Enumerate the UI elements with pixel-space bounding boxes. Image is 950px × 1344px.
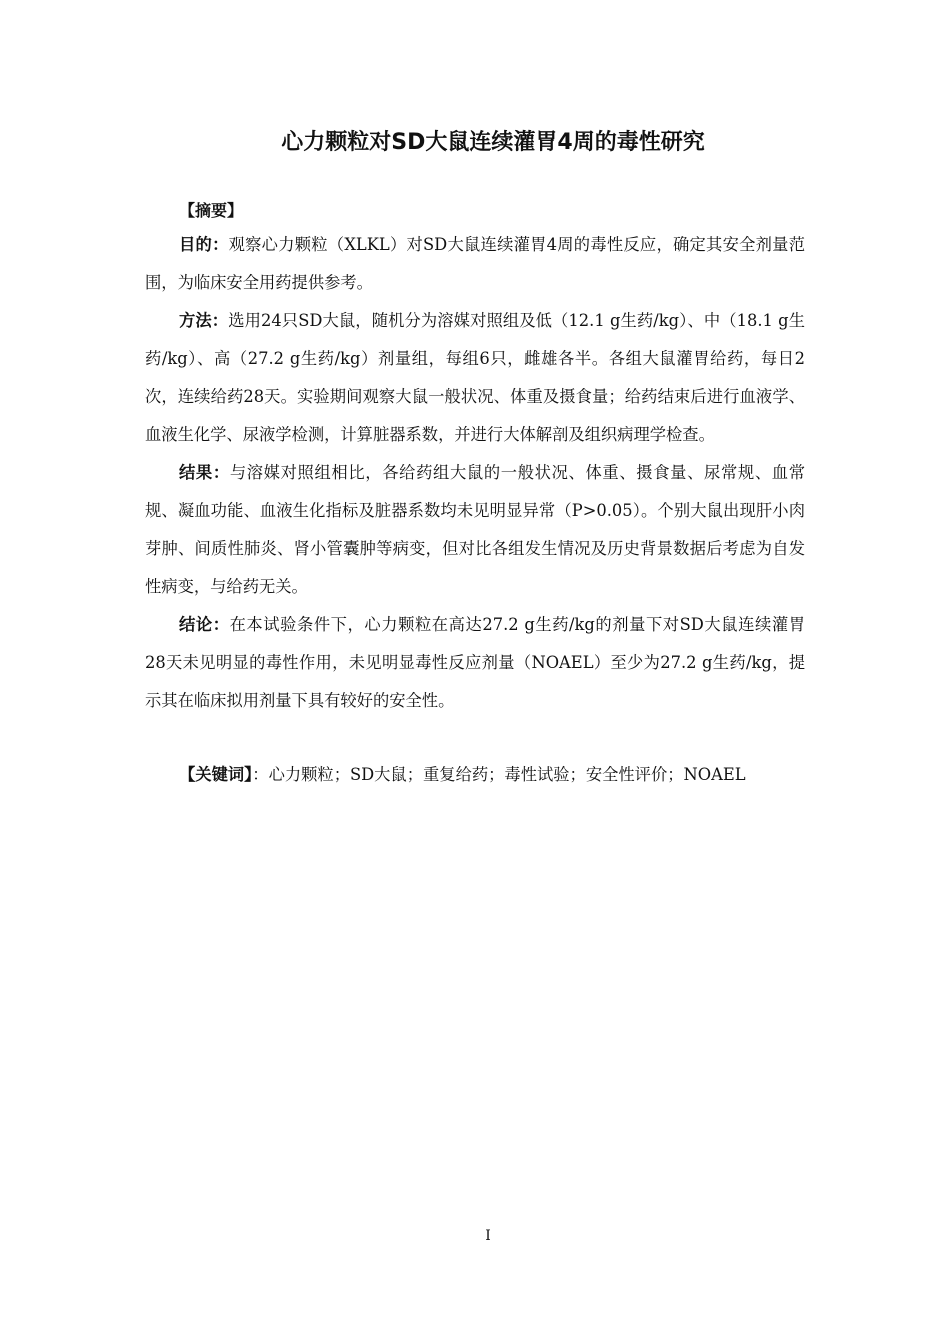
- page-number: I: [485, 1228, 491, 1244]
- conclusion-label: 结论：: [179, 615, 230, 634]
- paper-title: 心力颗粒对SD大鼠连续灌胃4周的毒性研究: [281, 130, 705, 155]
- methods-label: 方法：: [179, 311, 229, 330]
- keywords-label: 【关键词】: [179, 765, 253, 784]
- keywords-separator: ：: [252, 765, 269, 784]
- abstract-results: [145, 454, 805, 606]
- conclusion-text: 在本试验条件下，心力颗粒在高达27.2 g生药/kg的剂量下对SD大鼠连续灌胃28天未见明显的毒性作用，未见明显毒性反应剂量（NOAEL）至少为27.2 g生药/kg，提示其在临床拟用剂量下具有较好的安全性。: [145, 615, 805, 710]
- abstract-body: [145, 196, 805, 794]
- objective-text: 观察心力颗粒（XLKL）对SD大鼠连续灌胃4周的毒性反应，确定其安全剂量范围，为临床安全用药提供参考。: [145, 235, 805, 292]
- abstract-conclusion: [145, 606, 805, 720]
- abstract-methods: [145, 302, 805, 454]
- abstract-heading: 【摘要】: [179, 201, 244, 220]
- objective-label: 目的：: [179, 235, 229, 254]
- results-label: 结果：: [179, 463, 230, 482]
- results-text: 与溶媒对照组相比，各给药组大鼠的一般状况、体重、摄食量、尿常规、血常规、凝血功能、血液生化指标及脏器系数均未见明显异常（P>0.05）。个别大鼠出现肝小肉芽肿、间质性肺炎、肾小管囊肿等病变，但对比各组发生情况及历史背景数据后考虑为自发性病变，与给药无关。: [145, 463, 805, 596]
- keywords-text: 心力颗粒；SD大鼠；重复给药；毒性试验；安全性评价；NOAEL: [268, 765, 746, 784]
- keywords: [145, 756, 805, 794]
- abstract-objective: [145, 226, 805, 302]
- methods-text: 选用24只SD大鼠，随机分为溶媒对照组及低（12.1 g生药/kg）、中（18.1 g生药/kg）、高（27.2 g生药/kg）剂量组，每组6只，雌雄各半。各组大鼠灌胃给药，每日2次，连续给药28天。实验期间观察大鼠一般状况、体重及摄食量；给药结束后进行血液学、血液生化学、尿液学检测，计算脏器系数，并进行大体解剖及组织病理学检查。: [145, 311, 805, 444]
